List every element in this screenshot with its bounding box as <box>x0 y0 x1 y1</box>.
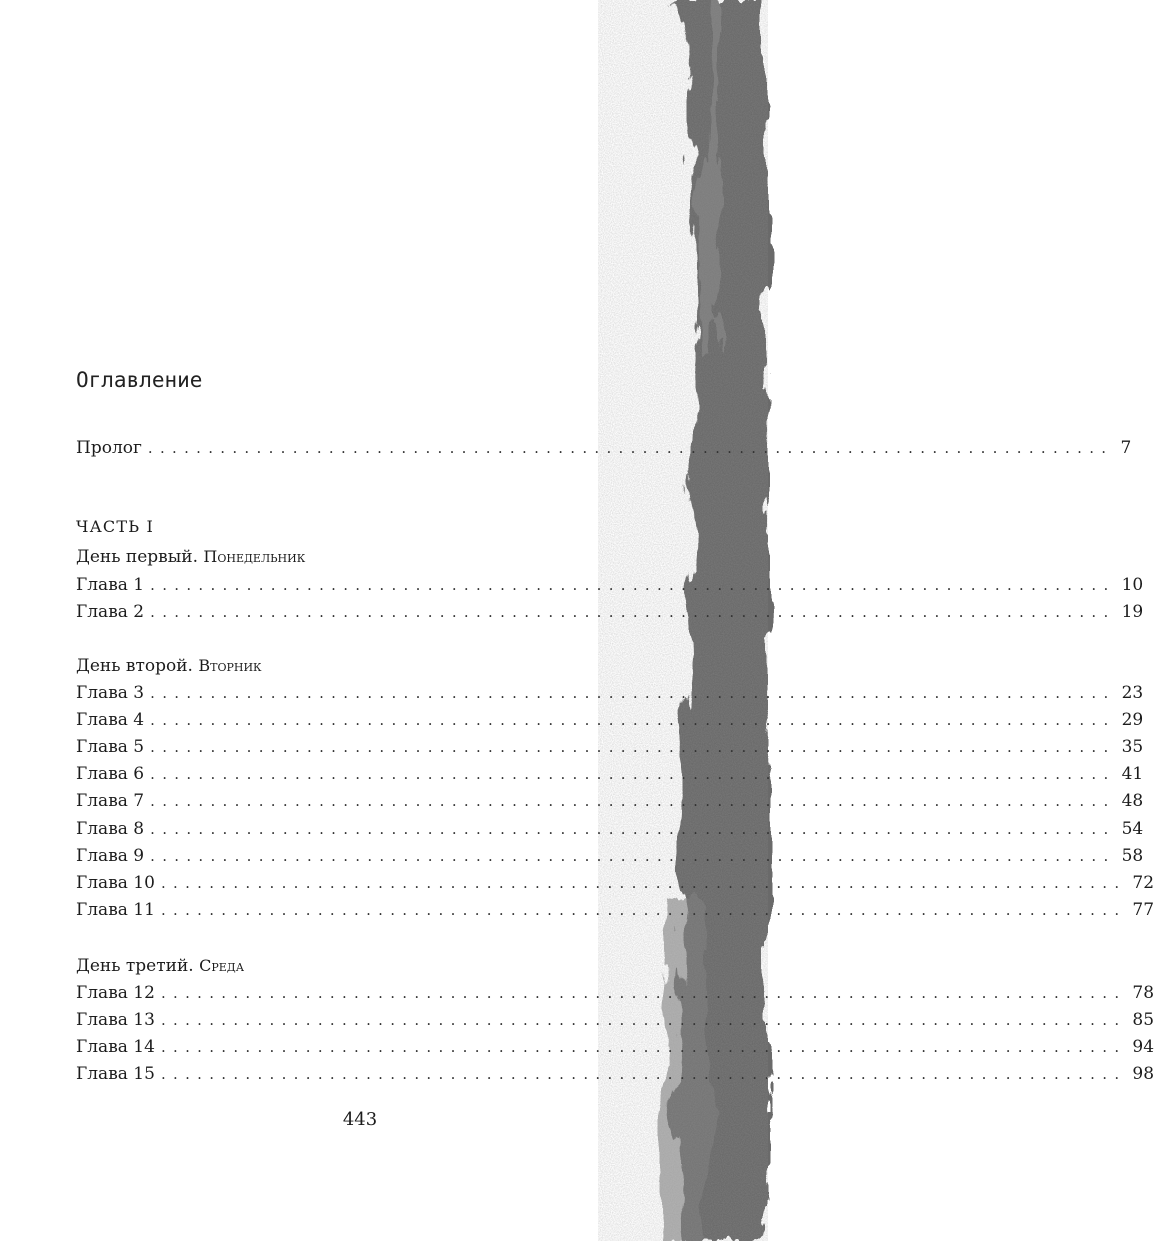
entry-label: Глава 10 <box>76 873 155 893</box>
page-number: 443 <box>342 1109 378 1130</box>
toc-entry-chapter[interactable] <box>76 708 1144 732</box>
toc-entry-chapter[interactable] <box>76 573 1144 597</box>
entry-page: 54 <box>1121 819 1144 839</box>
toc-entry-chapter[interactable] <box>76 681 1144 705</box>
dot-leader: ................................................................................ <box>150 603 1116 621</box>
entry-label: Глава 13 <box>76 1010 155 1030</box>
weekday-title: Вторник <box>198 656 262 675</box>
toc-entry-chapter[interactable] <box>76 735 1144 759</box>
entry-page: 48 <box>1121 791 1144 811</box>
entry-label: Глава 14 <box>76 1037 155 1057</box>
toc-entry-chapter[interactable] <box>76 898 1154 922</box>
entry-label: Глава 11 <box>76 900 155 920</box>
toc-entry-chapter[interactable] <box>76 981 1154 1005</box>
entry-label: Глава 12 <box>76 983 155 1003</box>
dot-leader: ................................................................................ <box>160 874 1127 892</box>
entry-page: 98 <box>1132 1064 1154 1084</box>
entry-page: 10 <box>1121 575 1144 595</box>
dot-leader: ................................................................................ <box>150 576 1116 594</box>
entry-page: 7 <box>1120 438 1132 458</box>
entry-page: 29 <box>1121 710 1144 730</box>
entry-label: Глава 9 <box>76 846 145 866</box>
toc-entry-chapter[interactable] <box>76 871 1154 895</box>
day-title: День первый. <box>76 547 198 567</box>
toc-entry-chapter[interactable] <box>76 1008 1154 1032</box>
dot-leader: ................................................................................ <box>150 765 1116 783</box>
entry-page: 35 <box>1121 737 1144 757</box>
toc-entry-chapter[interactable] <box>76 817 1144 841</box>
entry-label: Глава 6 <box>76 764 145 784</box>
entry-label: Глава 15 <box>76 1064 155 1084</box>
entry-page: 23 <box>1121 683 1144 703</box>
weekday-title: Среда <box>199 956 245 975</box>
toc-entry-chapter[interactable] <box>76 1062 1154 1086</box>
entry-page: 77 <box>1132 900 1154 920</box>
entry-label: Глава 2 <box>76 602 145 622</box>
dot-leader: ................................................................................ <box>160 1065 1127 1083</box>
entry-label: Глава 4 <box>76 710 145 730</box>
weekday-title: Понедельник <box>203 547 306 566</box>
entry-label: Глава 7 <box>76 791 145 811</box>
toc-entry-chapter[interactable] <box>76 600 1144 624</box>
part-heading: ЧАСТЬ I <box>76 517 154 536</box>
dot-leader: ................................................................................ <box>147 439 1114 457</box>
toc-entry-chapter[interactable] <box>76 762 1144 786</box>
dot-leader: ................................................................................ <box>160 901 1127 919</box>
day-heading <box>76 954 244 978</box>
toc-entry-chapter[interactable] <box>76 844 1144 868</box>
entry-label: Глава 3 <box>76 683 145 703</box>
dot-leader: ................................................................................ <box>150 820 1116 838</box>
entry-page: 72 <box>1132 873 1154 893</box>
entry-label: Глава 5 <box>76 737 145 757</box>
toc-entry-chapter[interactable] <box>76 789 1144 813</box>
dot-leader: ................................................................................ <box>160 1011 1127 1029</box>
entry-page: 58 <box>1121 846 1144 866</box>
dot-leader: ................................................................................ <box>150 684 1116 702</box>
entry-label: Пролог <box>76 438 142 458</box>
entry-page: 19 <box>1121 602 1144 622</box>
toc-title: Оглавление <box>76 368 203 392</box>
dot-leader: ................................................................................ <box>150 711 1116 729</box>
entry-label: Глава 1 <box>76 575 145 595</box>
dot-leader: ................................................................................ <box>150 847 1116 865</box>
entry-page: 41 <box>1121 764 1144 784</box>
toc-entry-prologue[interactable] <box>76 436 1132 460</box>
entry-page: 78 <box>1132 983 1154 1003</box>
toc-entry-chapter[interactable] <box>76 1035 1154 1059</box>
dot-leader: ................................................................................ <box>160 1038 1127 1056</box>
day-title: День второй. <box>76 656 193 676</box>
dot-leader: ................................................................................ <box>150 738 1116 756</box>
dot-leader: ................................................................................ <box>160 984 1127 1002</box>
entry-page: 85 <box>1132 1010 1154 1030</box>
entry-page: 94 <box>1132 1037 1154 1057</box>
day-heading <box>76 545 305 569</box>
entry-label: Глава 8 <box>76 819 145 839</box>
dot-leader: ................................................................................ <box>150 792 1116 810</box>
day-title: День третий. <box>76 956 194 976</box>
day-heading <box>76 654 262 678</box>
